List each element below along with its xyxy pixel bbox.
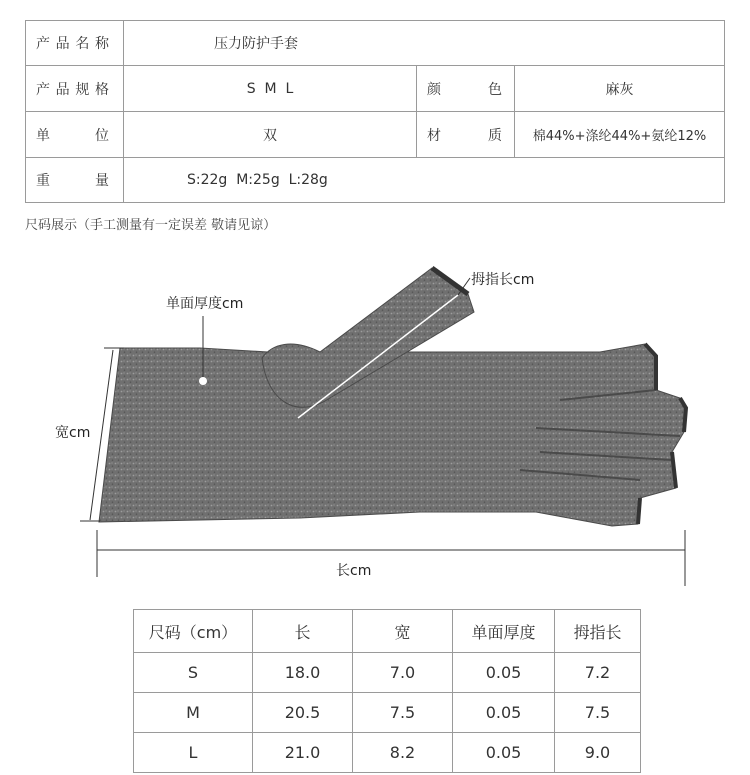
weight-value: S:22g M:25g L:28g [187,172,328,188]
size-cell: L [134,733,253,773]
table-row [134,653,641,693]
size-note: 尺码展示（手工测量有一定误差 敬请见谅） [25,218,277,233]
thumb-cell: 9.0 [555,733,641,773]
thickness-cell: 0.05 [453,653,555,693]
thickness-cell: 0.05 [453,693,555,733]
label-char: 重 [36,173,50,189]
label-char: 单 [36,127,50,144]
header-size: 尺码（cm） [134,610,253,653]
glove-illustration [0,240,750,595]
spec-table [25,20,725,203]
thickness-cell: 0.05 [453,733,555,773]
label-char: 颜 [427,81,441,98]
thumb-cell: 7.2 [555,653,641,693]
width-cell: 8.2 [353,733,453,773]
thumb-cell: 7.5 [555,693,641,733]
spec-value-name [124,21,725,66]
spec-label-material [417,112,515,158]
spec-value-size: S M L [124,66,417,112]
spec-label-name [26,21,124,66]
table-row [134,693,641,733]
header-thickness: 单面厚度 [453,610,555,653]
label-char: 品 [55,36,70,52]
label-char: 质 [488,127,502,144]
length-cell: 18.0 [253,653,353,693]
thickness-label: 单面厚度cm [166,296,244,312]
thumb-length-label: 拇指长cm [471,272,535,288]
width-cell: 7.5 [353,693,453,733]
spec-row-weight [26,158,725,203]
header-width: 宽 [353,610,453,653]
table-row [134,733,641,773]
label-char: 称 [94,36,109,52]
header-length: 长 [253,610,353,653]
label-char: 规 [75,81,90,98]
spec-row-name [26,21,725,66]
product-name: 压力防护手套 [214,36,298,52]
spec-value-weight [124,158,725,203]
spec-label-weight [26,158,124,203]
label-char: 产 [36,36,50,52]
size-cell: M [134,693,253,733]
cuff-edge [638,498,640,524]
length-cell: 21.0 [253,733,353,773]
label-char: 材 [427,127,441,144]
spec-row-size [26,66,725,112]
width-label: 宽cm [55,425,91,441]
label-char: 色 [488,81,502,98]
label-char: 产 [36,81,50,98]
header-thumb-length: 拇指长 [555,610,641,653]
size-table-header [134,610,641,653]
length-cell: 20.5 [253,693,353,733]
spec-label-unit [26,112,124,158]
label-char: 品 [55,81,70,98]
spec-value-unit: 双 [124,112,417,158]
width-cell: 7.0 [353,653,453,693]
length-label: 长cm [336,563,372,579]
spec-label-color [417,66,515,112]
label-char: 量 [95,173,109,189]
spec-label-size [26,66,124,112]
size-cell: S [134,653,253,693]
thickness-marker [199,377,207,385]
glove-body [99,344,686,526]
label-char: 位 [95,127,109,144]
spec-value-color: 麻灰 [515,66,725,112]
spec-row-unit [26,112,725,158]
label-char: 名 [75,36,90,52]
spec-value-material: 棉44%+涤纶44%+氨纶12% [515,112,725,158]
label-char: 格 [94,81,109,98]
size-table [133,609,641,773]
